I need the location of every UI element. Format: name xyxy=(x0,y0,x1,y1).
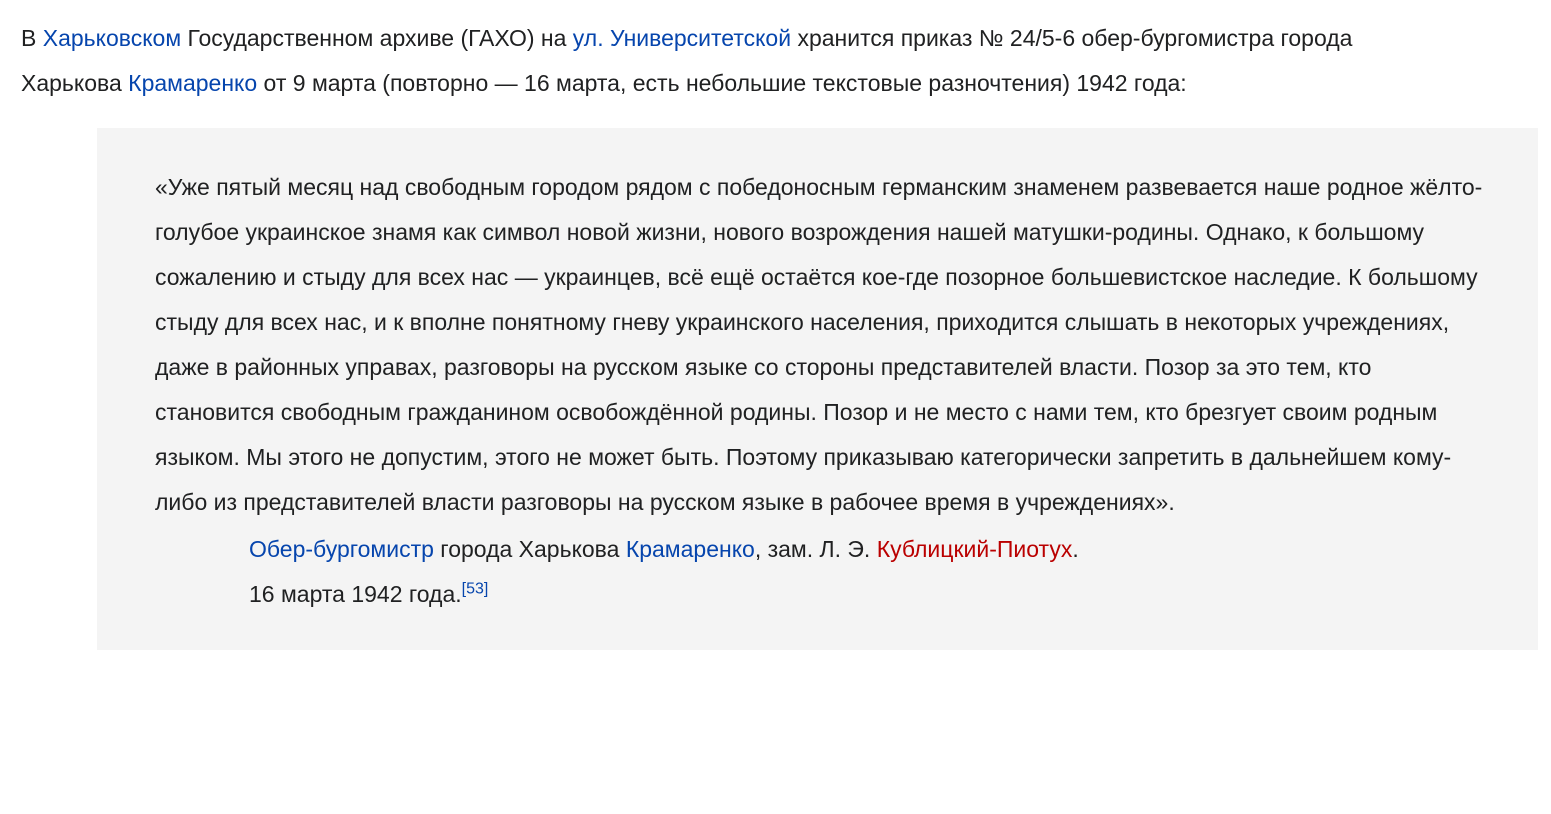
signature-text: , зам. Л. Э. xyxy=(754,536,877,562)
intro-text: хранится приказ № 24/5-6 обер-бургомистра города Харькова xyxy=(21,25,1353,96)
reference-53-link[interactable]: [53] xyxy=(461,580,489,598)
signature-date-line xyxy=(249,572,1490,617)
reference-superscript xyxy=(462,580,489,597)
signature-line xyxy=(249,527,1490,572)
intro-text: от 9 марта (повторно — 16 марта, есть небольшие текстовые разночтения) 1942 года: xyxy=(257,70,1187,96)
link-kharkov-region[interactable]: Харьковском xyxy=(42,25,182,51)
signature-text: города Харькова xyxy=(433,536,626,562)
redlink-kublitsky-piotukh[interactable]: Кублицкий-Пиотух xyxy=(876,536,1073,562)
quote-block xyxy=(97,128,1538,650)
intro-text: В xyxy=(21,25,43,51)
quote-text: «Уже пятый месяц над свободным городом рядом с победоносным германским знаменем развевается наше родное жёлто-голубое украинское знамя как символ новой жизни, нового возрождения нашей матушки-родины. Однако, к большому сожалению и стыду для всех нас — украинцев, всё ещё остаётся кое-где позорное большевистское наследие. К большому стыду для всех нас, и к вполне понятному гневу украинского населения, приходится слышать в некоторых учреждениях, даже в районных управах, разговоры на русском языке со стороны представителей власти. Позор за это тем, кто становится свободным гражданином освобождённой родины. Позор и не место с нами тем, кто брезгует своим родным языком. Мы этого не допустим, этого не может быть. Поэтому приказываю категорически запретить в дальнейшем кому-либо из представителей власти разговоры на русском языке в рабочее время в учреждениях». xyxy=(155,174,1483,515)
link-kramarenko[interactable]: Крамаренко xyxy=(128,70,258,96)
link-ober-burgomistr[interactable]: Обер-бургомистр xyxy=(249,536,434,562)
link-kramarenko-signature[interactable]: Крамаренко xyxy=(625,536,755,562)
link-universitetskaya-street[interactable]: ул. Университетской xyxy=(572,25,792,51)
intro-paragraph xyxy=(0,0,1423,106)
quote-signature xyxy=(249,527,1490,617)
signature-text: . xyxy=(1072,536,1079,562)
intro-text: Государственном архиве (ГАХО) на xyxy=(181,25,573,51)
signature-date: 16 марта 1942 года. xyxy=(249,581,462,607)
